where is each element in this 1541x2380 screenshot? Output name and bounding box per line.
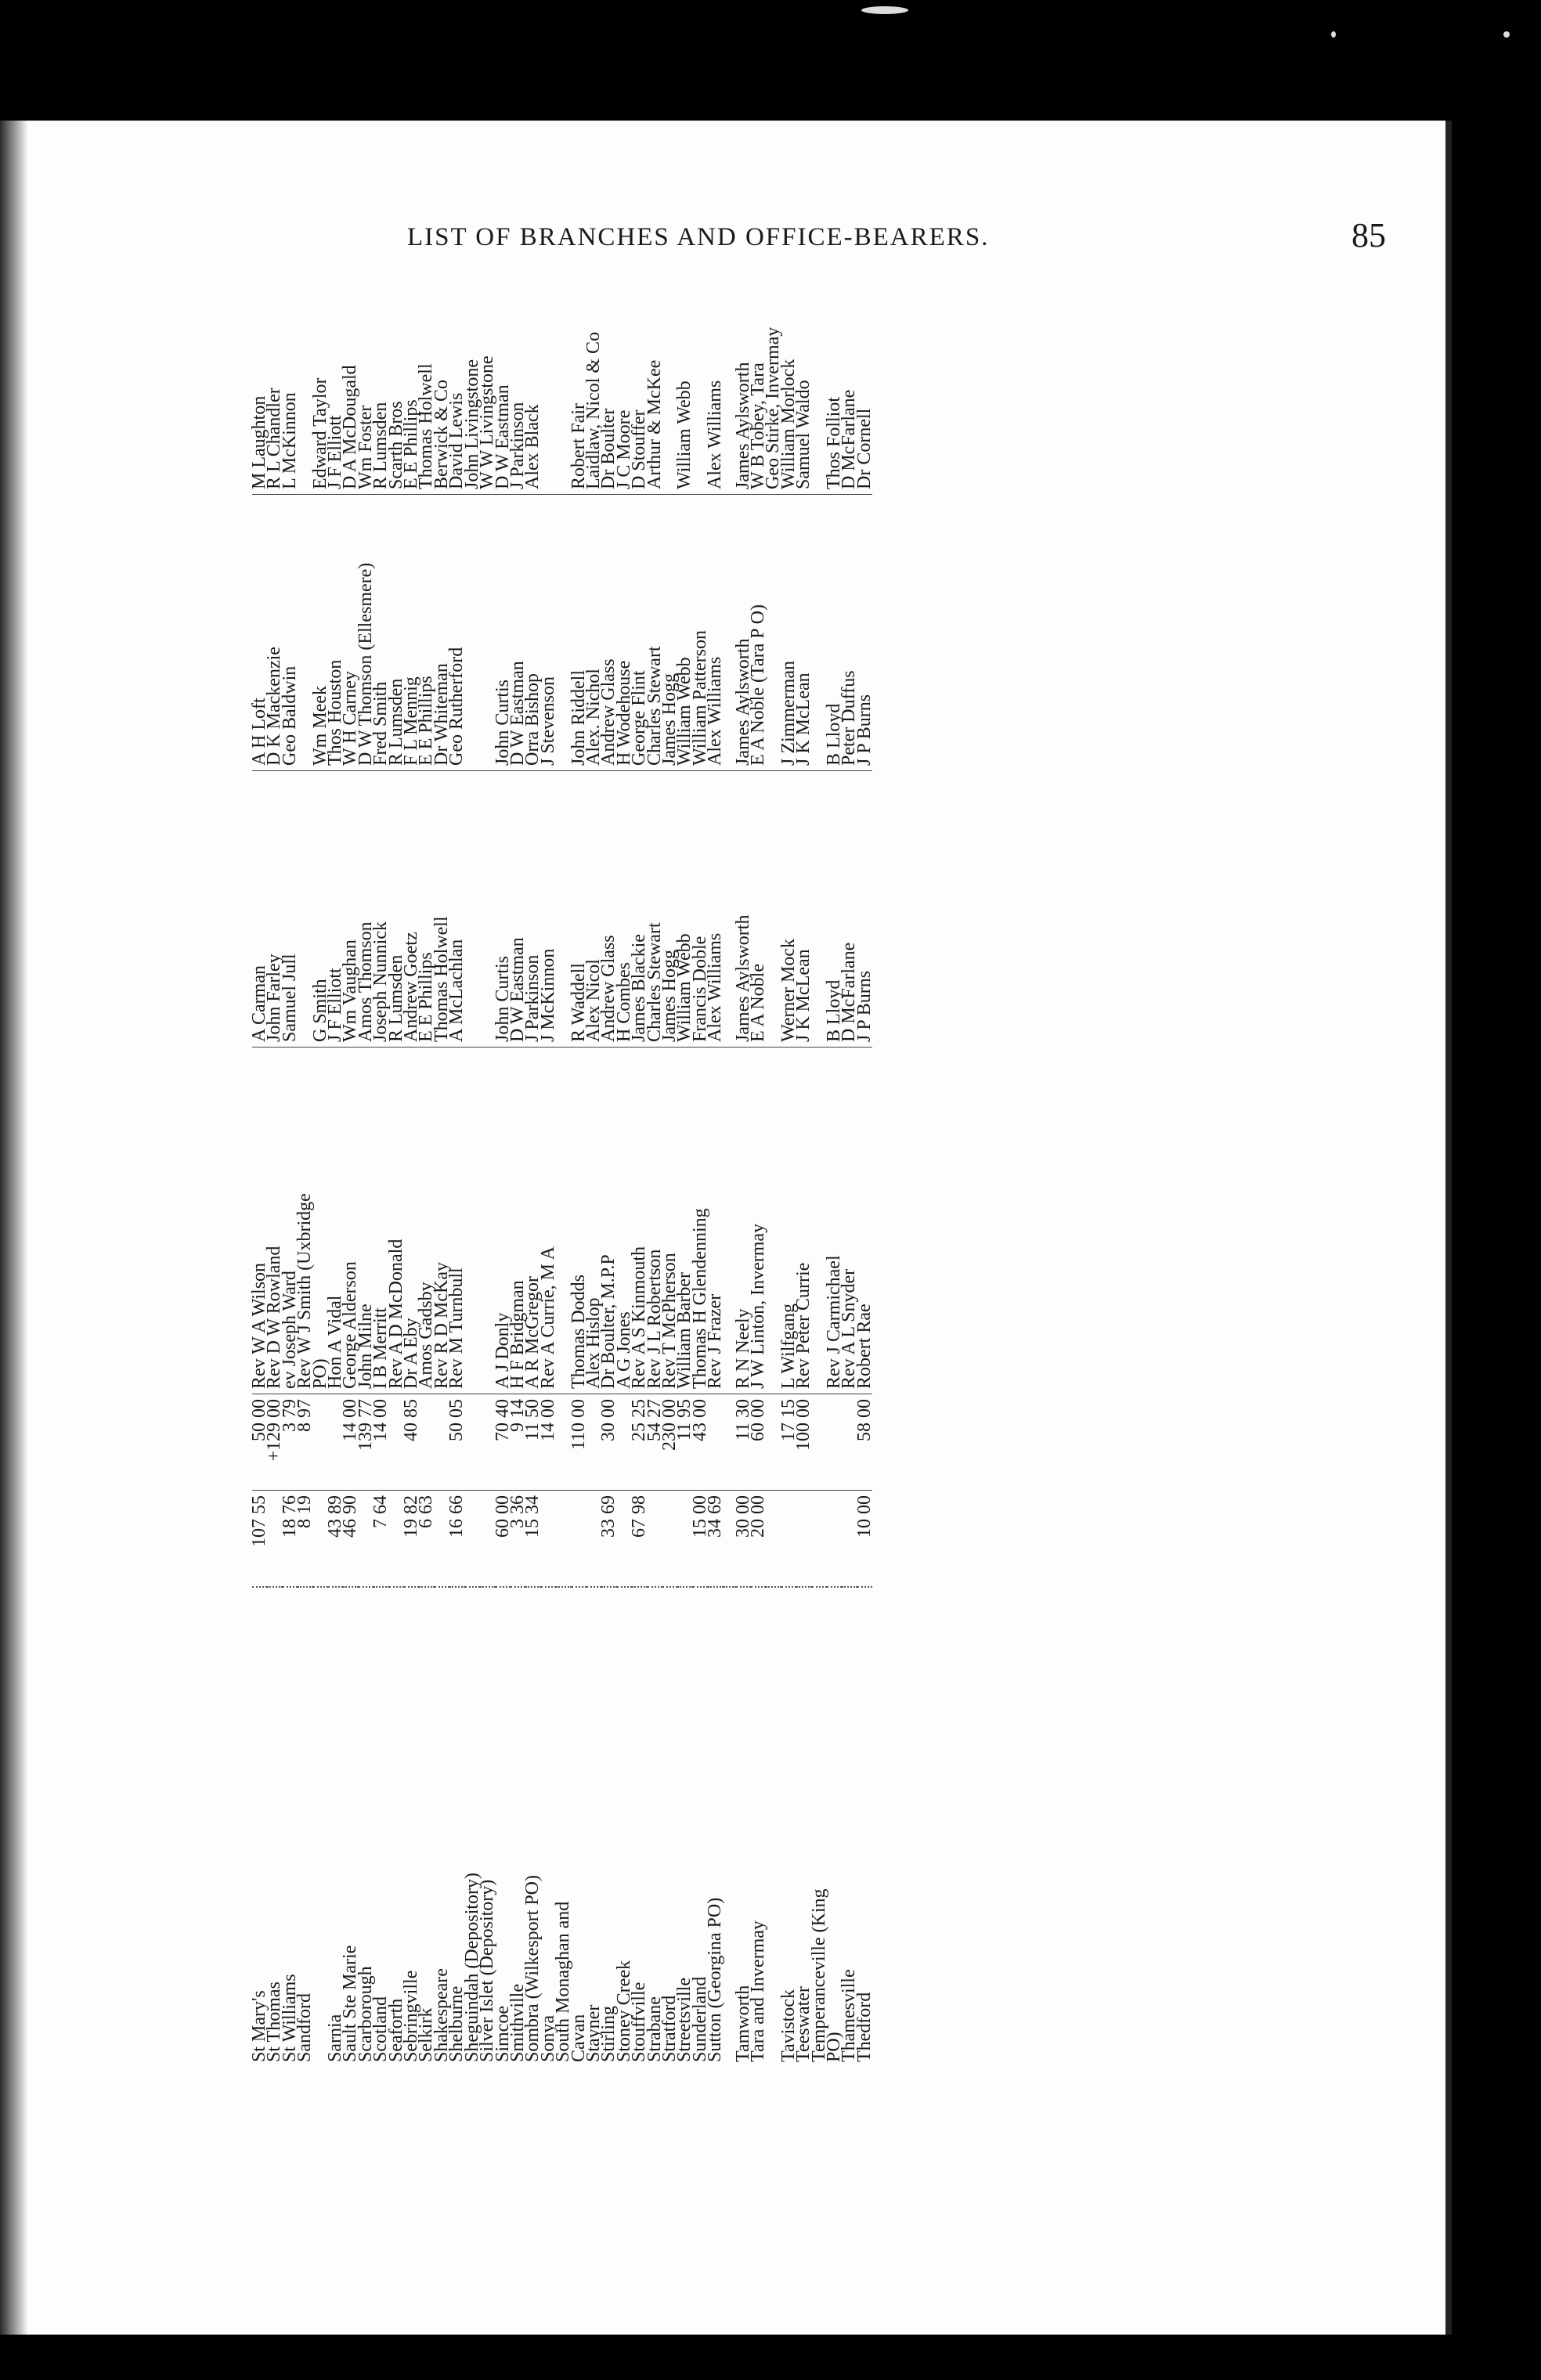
branches-table-body xyxy=(249,234,875,2067)
amount-cell xyxy=(766,1491,781,1588)
secretary-cell: Amos Thomson xyxy=(359,771,374,1048)
branch-name-cell: Teeswater xyxy=(796,1587,811,2067)
treasurer-cell xyxy=(465,495,480,771)
secretary-cell: Alex Williams xyxy=(708,771,723,1048)
amount-cell xyxy=(812,1394,827,1491)
amount-cell: +129 00 xyxy=(267,1394,282,1491)
amount-cell: 70 40 xyxy=(496,1394,511,1491)
page-number: 85 xyxy=(1352,216,1386,254)
treasurer-cell: John Curtis xyxy=(496,495,511,771)
table-row xyxy=(556,234,571,2067)
table-row xyxy=(827,234,842,2067)
treasurer-cell: James Aylsworth xyxy=(736,495,751,771)
branch-name-cell: Scotland xyxy=(374,1587,388,2067)
treasurer-cell: Andrew Glass xyxy=(601,495,616,771)
president-cell: PO) xyxy=(313,1048,328,1394)
amount-cell: 25 25 xyxy=(632,1394,647,1491)
treasurer-cell: Thos Houston xyxy=(328,495,343,771)
secretary-cell: G Smith xyxy=(313,771,328,1048)
depositary-cell: James Aylsworth xyxy=(732,362,753,489)
amount-cell xyxy=(781,1491,796,1588)
page-gutter xyxy=(0,121,28,2335)
amount-cell: 16 66 xyxy=(449,1491,464,1588)
table-row xyxy=(541,234,556,2067)
president-cell: William Barber xyxy=(677,1048,692,1394)
amount-cell: 10 00 xyxy=(857,1491,872,1588)
amount-cell: 30 00 xyxy=(736,1491,751,1588)
treasurer-cell: William Patterson xyxy=(693,495,708,771)
table-row xyxy=(480,234,495,2067)
secretary-cell: J Parkinson xyxy=(525,771,540,1048)
secretary-cell: Andrew Glass xyxy=(601,771,616,1048)
depositary-cell: D Stouffer xyxy=(629,409,650,489)
president-cell: Rev J L Robertson xyxy=(648,1048,662,1394)
treasurer-cell: Fred Smith xyxy=(374,495,388,771)
branch-name-cell: Sandford xyxy=(298,1587,312,2067)
table-row xyxy=(648,234,662,2067)
branch-name-cell: Stayner xyxy=(586,1587,601,2067)
depositary-cell: R Lumsden xyxy=(370,402,392,489)
president-cell: Robert Rae xyxy=(857,1048,872,1394)
amount-cell: 17 15 xyxy=(781,1394,796,1491)
table-row xyxy=(677,234,692,2067)
amount-cell xyxy=(313,1394,328,1491)
table-row xyxy=(751,234,766,2067)
president-cell: Rev J Carmichael xyxy=(827,1048,842,1394)
president-cell: J W Linton, Invermay xyxy=(751,1048,766,1394)
branch-name-cell xyxy=(313,1587,328,2067)
depositary-cell: J F Elliott xyxy=(325,415,346,489)
table-row xyxy=(617,234,632,2067)
table-row xyxy=(313,234,328,2067)
secretary-cell: R Waddell xyxy=(572,771,586,1048)
depositary-cell: Edward Taylor xyxy=(309,377,330,489)
table-row xyxy=(601,234,616,2067)
treasurer-cell: D W Eastman xyxy=(511,495,525,771)
treasurer-cell: Dr Whiteman xyxy=(435,495,449,771)
secretary-cell: Samuel Jull xyxy=(283,771,298,1048)
treasurer-cell: E A Noble (Tara P O) xyxy=(751,495,766,771)
scan-speck xyxy=(861,6,908,14)
branch-name-cell: Thamesville xyxy=(842,1587,857,2067)
secretary-cell: B Lloyd xyxy=(827,771,842,1048)
amount-cell: 60 00 xyxy=(496,1491,511,1588)
secretary-cell: John Curtis xyxy=(496,771,511,1048)
scan-speck xyxy=(1503,31,1510,38)
depositary-cell: Robert Fair xyxy=(568,403,589,489)
amount-cell: 43 00 xyxy=(693,1394,708,1491)
table-row xyxy=(572,234,586,2067)
table-row xyxy=(842,234,857,2067)
secretary-cell: Charles Stewart xyxy=(648,771,662,1048)
president-cell: Dr Boulter, M.P.P xyxy=(601,1048,616,1394)
branch-name-cell: St Williams xyxy=(283,1587,298,2067)
branch-name-cell: Sunderland xyxy=(693,1587,708,2067)
depositary-cell: W W Livingstone xyxy=(477,355,498,489)
president-cell: R N Neely xyxy=(736,1048,751,1394)
depositary-cell: R L Chandler xyxy=(264,388,285,489)
branch-name-cell: Stouffville xyxy=(632,1587,647,2067)
treasurer-cell: Alex. Nichol xyxy=(586,495,601,771)
secretary-cell: H Combes xyxy=(617,771,632,1048)
amount-cell xyxy=(796,1491,811,1588)
depositary-cell: L McKinnon xyxy=(279,392,300,489)
treasurer-cell: J K McLean xyxy=(796,495,811,771)
branch-name-cell: Cavan xyxy=(572,1587,586,2067)
treasurer-cell: H Wodehouse xyxy=(617,495,632,771)
branch-name-cell: Thedford xyxy=(857,1587,872,2067)
amount-cell: 19 82 xyxy=(404,1491,419,1588)
branch-name-cell: Stirling xyxy=(601,1587,616,2067)
branch-name-cell: Sombra (Wilkesport PO) xyxy=(525,1587,540,2067)
treasurer-cell: A H Loft xyxy=(252,495,267,771)
branch-name-cell: Strabane xyxy=(648,1587,662,2067)
treasurer-cell: Peter Duffus xyxy=(842,495,857,771)
branch-name-cell: Shakespeare xyxy=(435,1587,449,2067)
table-row xyxy=(389,234,404,2067)
amount-cell: 11 50 xyxy=(525,1394,540,1491)
branch-name-cell: Stratford xyxy=(662,1587,677,2067)
president-cell: Alex Hislop xyxy=(586,1048,601,1394)
table-row xyxy=(328,234,343,2067)
president-cell: Dr A Eby xyxy=(404,1048,419,1394)
amount-cell xyxy=(827,1491,842,1588)
table-row xyxy=(857,234,872,2067)
amount-cell: 18 76 xyxy=(283,1491,298,1588)
table-row xyxy=(693,234,708,2067)
depositary-cell: Samuel Waldo xyxy=(793,380,814,489)
table-row xyxy=(708,234,723,2067)
branch-name-cell: Smithville xyxy=(511,1587,525,2067)
table-row xyxy=(449,234,464,2067)
secretary-cell xyxy=(465,771,480,1048)
amount-cell: 58 00 xyxy=(857,1394,872,1491)
president-cell: Rev A D McDonald xyxy=(389,1048,404,1394)
secretary-cell: E E Phillips xyxy=(419,771,434,1048)
treasurer-cell: Alex Williams xyxy=(708,495,723,771)
secretary-cell: Francis Doble xyxy=(693,771,708,1048)
amount-cell: 9 14 xyxy=(511,1394,525,1491)
branch-name-cell: Sault Ste Marie xyxy=(343,1587,358,2067)
president-cell: Rev T McPherson xyxy=(662,1048,677,1394)
treasurer-cell: B Lloyd xyxy=(827,495,842,771)
amount-cell: 7 64 xyxy=(374,1491,388,1588)
branch-name-cell: Silver Islet (Depository) xyxy=(480,1587,495,2067)
depositary-cell: D A McDougald xyxy=(340,365,361,489)
president-cell: ev Joseph Ward xyxy=(283,1048,298,1394)
amount-cell: 40 85 xyxy=(404,1394,419,1491)
president-cell: I B Merritt xyxy=(374,1048,388,1394)
president-cell: L Wilfgang xyxy=(781,1048,796,1394)
table-row xyxy=(781,234,796,2067)
president-cell xyxy=(465,1048,480,1394)
branch-name-cell: Sarnia xyxy=(328,1587,343,2067)
president-cell: Rev W J Smith (Uxbridge xyxy=(298,1048,312,1394)
secretary-cell: James Hogg xyxy=(662,771,677,1048)
secretary-cell: Andrew Goetz xyxy=(404,771,419,1048)
amount-cell: 230 00 xyxy=(662,1394,677,1491)
page-title: LIST OF BRANCHES AND OFFICE-BEARERS. xyxy=(407,223,990,251)
treasurer-cell: J Zimmerman xyxy=(781,495,796,771)
branch-name-cell: PO) xyxy=(827,1587,842,2067)
treasurer-cell: D K Mackenzie xyxy=(267,495,282,771)
president-cell: Rev A S Kinmouth xyxy=(632,1048,647,1394)
table-row xyxy=(662,234,677,2067)
secretary-cell: Joseph Nunnick xyxy=(374,771,388,1048)
branch-name-cell: St Mary's xyxy=(252,1587,267,2067)
branch-name-cell: Sebringville xyxy=(404,1587,419,2067)
depositary-cell: J Parkinson xyxy=(507,402,528,489)
depositary-cell: Alex Williams xyxy=(705,380,726,489)
amount-cell: 14 00 xyxy=(343,1394,358,1491)
amount-cell: 110 00 xyxy=(572,1394,586,1491)
depositary-cell: Alex Black xyxy=(522,404,543,489)
president-cell: Rev R D McKay xyxy=(435,1048,449,1394)
table-row xyxy=(632,234,647,2067)
amount-cell: 15 00 xyxy=(693,1491,708,1588)
depositary-cell: Geo Stirke, Invermay xyxy=(763,326,784,489)
amount-cell: 11 95 xyxy=(677,1394,692,1491)
secretary-cell: J K McLean xyxy=(796,771,811,1048)
amount-cell xyxy=(465,1394,480,1491)
branch-name-cell: Tara and Invermay xyxy=(751,1587,766,2067)
secretary-cell: E A Noble xyxy=(751,771,766,1048)
secretary-cell: J McKinnon xyxy=(541,771,556,1048)
amount-cell: 8 97 xyxy=(298,1394,312,1491)
rotated-table-wrapper xyxy=(249,305,1278,2067)
depositary-cell: Wm Foster xyxy=(355,405,376,489)
table-row xyxy=(359,234,374,2067)
depositary-cell: D McFarlane xyxy=(839,389,860,489)
amount-cell: 50 05 xyxy=(449,1394,464,1491)
table-row xyxy=(252,234,267,2067)
president-cell: John Milne xyxy=(359,1048,374,1394)
president-cell: H F Bridgman xyxy=(511,1048,525,1394)
amount-cell: 107 55 xyxy=(252,1491,267,1588)
president-cell: George Alderson xyxy=(343,1048,358,1394)
table-row xyxy=(511,234,525,2067)
secretary-cell: Thomas Holwell xyxy=(435,771,449,1048)
table-row xyxy=(343,234,358,2067)
secretary-cell: John Farley xyxy=(267,771,282,1048)
treasurer-cell: John Riddell xyxy=(572,495,586,771)
table-row xyxy=(766,234,781,2067)
treasurer-cell: D W Thomson (Ellesmere) xyxy=(359,495,374,771)
branch-name-cell: Seaforth xyxy=(389,1587,404,2067)
depositary-cell: Thos Folliot xyxy=(824,396,845,489)
amount-cell: 14 00 xyxy=(541,1394,556,1491)
depositary-cell: Arthur & McKee xyxy=(644,359,665,489)
table-row xyxy=(465,234,480,2067)
amount-cell: 100 00 xyxy=(796,1394,811,1491)
amount-cell: 33 69 xyxy=(601,1491,616,1588)
amount-cell: 3 36 xyxy=(511,1491,525,1588)
table-row xyxy=(586,234,601,2067)
treasurer-cell: George Flint xyxy=(632,495,647,771)
amount-cell: 15 34 xyxy=(525,1491,540,1588)
amount-cell: 3 79 xyxy=(283,1394,298,1491)
branch-name-cell: Shelburne xyxy=(449,1587,464,2067)
treasurer-cell: William Webb xyxy=(677,495,692,771)
secretary-cell: D McFarlane xyxy=(842,771,857,1048)
president-cell: A J Donly xyxy=(496,1048,511,1394)
table-row xyxy=(283,234,298,2067)
secretary-cell: Wm Vaughan xyxy=(343,771,358,1048)
amount-cell: 8 19 xyxy=(298,1491,312,1588)
depositary-cell: J C Moore xyxy=(613,409,634,489)
treasurer-cell: Geo Baldwin xyxy=(283,495,298,771)
table-row xyxy=(435,234,449,2067)
treasurer-cell: Charles Stewart xyxy=(648,495,662,771)
treasurer-cell: E E Phillips xyxy=(419,495,434,771)
table-row xyxy=(796,234,811,2067)
amount-cell: 54 27 xyxy=(648,1394,662,1491)
branch-name-cell: St Thomas xyxy=(267,1587,282,2067)
depositary-cell: William Morlock xyxy=(778,359,799,489)
amount-cell: 50 00 xyxy=(252,1394,267,1491)
table-row xyxy=(267,234,282,2067)
branch-name-cell: Tamworth xyxy=(736,1587,751,2067)
depositary-cell: Thomas Holwell xyxy=(416,363,437,489)
depositary-cell: Scarth Bros xyxy=(385,401,406,489)
president-cell: Rev J Frazer xyxy=(708,1048,723,1394)
amount-cell xyxy=(419,1394,434,1491)
depositary-cell: D W Eastman xyxy=(492,384,513,489)
depositary-cell: Dr Boulter xyxy=(598,408,619,489)
secretary-cell: James Aylsworth xyxy=(736,771,751,1048)
table-row xyxy=(736,234,751,2067)
treasurer-cell: J P Burns xyxy=(857,495,872,771)
depositary-cell: E E Phillips xyxy=(401,399,422,489)
amount-cell xyxy=(708,1394,723,1491)
branch-name-cell: Selkirk xyxy=(419,1587,434,2067)
amount-cell xyxy=(662,1491,677,1588)
depositary-cell: Laidlaw, Nicol & Co xyxy=(583,331,604,489)
secretary-cell: Werner Mock xyxy=(781,771,796,1048)
depositary-cell: William Webb xyxy=(674,380,695,489)
depositary-cell: Berwick & Co xyxy=(431,380,452,489)
depositary-cell: David Lewis xyxy=(446,392,467,489)
scan-speck xyxy=(1331,31,1336,38)
table-row xyxy=(496,234,511,2067)
branch-name-cell: Scarborough xyxy=(359,1587,374,2067)
secretary-cell: D W Eastman xyxy=(511,771,525,1048)
treasurer-cell: J Stevenson xyxy=(541,495,556,771)
secretary-cell: A Carman xyxy=(252,771,267,1048)
amount-cell: 43 89 xyxy=(328,1491,343,1588)
president-cell: Rev A L Snyder xyxy=(842,1048,857,1394)
amount-cell xyxy=(812,1491,827,1588)
secretary-cell: J F Elliott xyxy=(328,771,343,1048)
branch-name-cell: Sheguindah (Depository) xyxy=(465,1587,480,2067)
depositary-cell: M Laughton xyxy=(249,395,269,489)
treasurer-cell: James Hogg xyxy=(662,495,677,771)
table-row xyxy=(374,234,388,2067)
amount-cell xyxy=(556,1491,571,1588)
table-row xyxy=(298,234,312,2067)
amount-cell: 46 90 xyxy=(343,1491,358,1588)
branch-name-cell: South Monaghan and xyxy=(556,1587,571,2067)
table-row xyxy=(419,234,434,2067)
secretary-cell: William Webb xyxy=(677,771,692,1048)
branch-name-cell: Tavistock xyxy=(781,1587,796,2067)
president-cell: Hon A Vidal xyxy=(328,1048,343,1394)
president-cell: A G Jones xyxy=(617,1048,632,1394)
secretary-cell: J P Burns xyxy=(857,771,872,1048)
secretary-cell: R Lumsden xyxy=(389,771,404,1048)
treasurer-cell: W H Carney xyxy=(343,495,358,771)
depositary-cell: Dr Cornell xyxy=(854,408,875,489)
president-cell: Rev Peter Currie xyxy=(796,1048,811,1394)
table-row xyxy=(724,234,736,2067)
amount-cell xyxy=(572,1491,586,1588)
president-cell: Rev A Currie, M A xyxy=(541,1048,556,1394)
amount-cell: 34 69 xyxy=(708,1491,723,1588)
branches-table xyxy=(249,234,875,2067)
president-cell: Rev D W Rowland xyxy=(267,1048,282,1394)
table-row xyxy=(525,234,540,2067)
treasurer-cell: Orra Bishop xyxy=(525,495,540,771)
branch-name-cell: Sutton (Georgina PO) xyxy=(708,1587,723,2067)
amount-cell: 20 00 xyxy=(751,1491,766,1588)
treasurer-cell: F L Mennig xyxy=(404,495,419,771)
treasurer-cell: R Lumsden xyxy=(389,495,404,771)
table-row xyxy=(812,234,827,2067)
depositary-cell: John Livingstone xyxy=(461,359,482,489)
amount-cell xyxy=(827,1394,842,1491)
branch-name-cell: Temperanceville (King xyxy=(812,1587,827,2067)
branch-name-cell: Sonya xyxy=(541,1587,556,2067)
president-cell: Rev M Turnbull xyxy=(449,1048,464,1394)
amount-cell: 6 63 xyxy=(419,1491,434,1588)
treasurer-cell: Geo Rutherford xyxy=(449,495,464,771)
amount-cell: 11 30 xyxy=(736,1394,751,1491)
president-cell: Thomas H Glendenning xyxy=(693,1048,708,1394)
amount-cell: 60 00 xyxy=(751,1394,766,1491)
president-cell: Rev W A Wilson xyxy=(252,1048,267,1394)
treasurer-cell: Wm Meek xyxy=(313,495,328,771)
depositary-cell xyxy=(541,234,556,495)
secretary-cell: A McLachlan xyxy=(449,771,464,1048)
depositary-cell: W B Tobey, Tara xyxy=(748,362,768,489)
amount-cell: 30 00 xyxy=(601,1394,616,1491)
branch-name-cell: Streetsville xyxy=(677,1587,692,2067)
branch-name-cell: Simcoe xyxy=(496,1587,511,2067)
amount-cell: 67 98 xyxy=(632,1491,647,1588)
amount-cell xyxy=(465,1491,480,1588)
amount-cell xyxy=(541,1491,556,1588)
amount-cell xyxy=(648,1491,662,1588)
secretary-cell: Alex Nicol xyxy=(586,771,601,1048)
branch-name-cell: Stoney Creek xyxy=(617,1587,632,2067)
table-row xyxy=(404,234,419,2067)
president-cell: Thomas Dodds xyxy=(572,1048,586,1394)
president-cell: A R McGregor xyxy=(525,1048,540,1394)
secretary-cell: James Blackie xyxy=(632,771,647,1048)
president-cell: Amos Gadsby xyxy=(419,1048,434,1394)
amount-cell: 14 00 xyxy=(374,1394,388,1491)
amount-cell: 139 77 xyxy=(359,1394,374,1491)
